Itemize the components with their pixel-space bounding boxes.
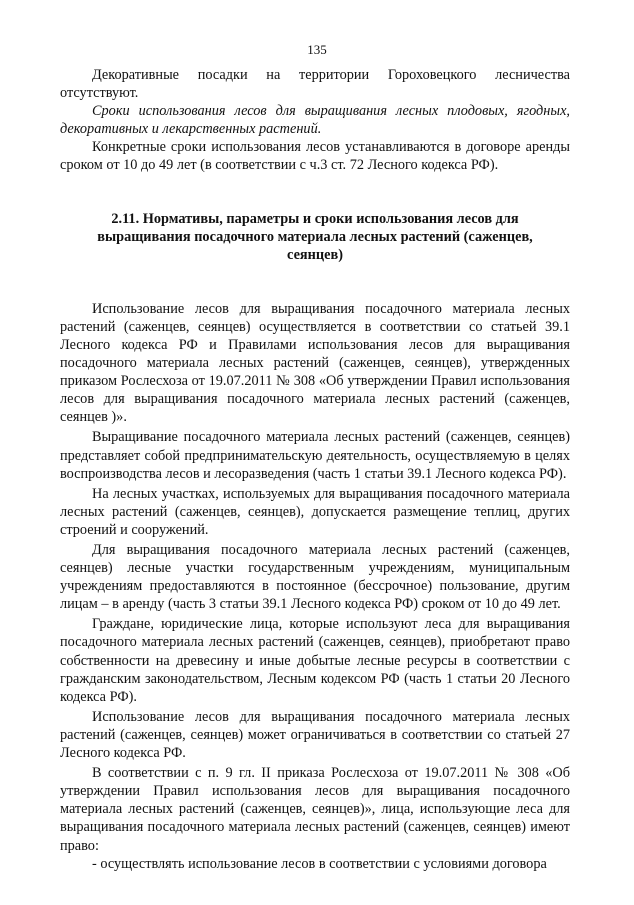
paragraph-main-1: Использование лесов для выращивания посадочного материала лесных растений (саженцев, сеянцев) осуществляется в соответствии со статьей 39.1 Лесного кодекса РФ и Правилами использования лесов для выращивания посадочного материала лесных растений (саженцев, сеянцев), утвержденных приказом Рослесхоза от 19.07.2011 № 308 «Об утверждении Правил использования лесов для выращивания посадочного материала лесных растений (саженцев, сеянцев )». (60, 300, 570, 426)
paragraph-decorative-plantings: Декоративные посадки на территории Гороховецкого лесничества отсутствуют. (60, 67, 570, 102)
paragraph-main-2: Выращивание посадочного материала лесных растений (саженцев, сеянцев) представляет собой предпринимательскую деятельность, осуществляемую в целях воспроизводства лесов и лесоразведения (часть 1 статьи 39.1 Лесного кодекса РФ). (60, 429, 570, 482)
spacer (60, 175, 570, 210)
page-number: 135 (307, 42, 327, 57)
section-heading: 2.11. Нормативы, параметры и сроки использования лесов для выращивания посадочного материала лесных растений (саженцев, сеянцев) (97, 210, 533, 264)
paragraph-main-7: В соответствии с п. 9 гл. II приказа Рослесхоза от 19.07.2011 № 308 «Об утверждении Правил использования лесов для выращивания посадочного материала лесных растений (саженцев, сеянцев)», лица, использующие леса для выращивания посадочного материала лесных растений (саженцев, сеянцев) имеют право: (60, 765, 570, 854)
page-content (60, 66, 570, 873)
paragraph-main-5: Граждане, юридические лица, которые используют леса для выращивания посадочного материала лесных растений (саженцев, сеянцев), приобретают право собственности на древесину и иные добытые лесные ресурсы в соответствии с гражданским законодательством, Лесным кодексом РФ (часть 1 статьи 20 Лесного кодекса РФ). (60, 616, 570, 705)
paragraph-lease-terms: Конкретные сроки использования лесов устанавливаются в договоре аренды сроком от 10 до 49 лет (в соответствии с ч.3 ст. 72 Лесного кодекса РФ). (60, 139, 570, 174)
bullet-item: - осуществлять использование лесов в соответствии с условиями договора (92, 855, 547, 872)
paragraph-main-6: Использование лесов для выращивания посадочного материала лесных растений (саженцев, сеянцев) может ограничиваться в соответствии со статьей 27 Лесного кодекса РФ. (60, 708, 570, 762)
paragraph-main-4: Для выращивания посадочного материала лесных растений (саженцев, сеянцев) лесные участки государственным учреждениям, муниципальным учреждениям предоставляются в постоянное (бессрочное) пользование, другим лицам – в аренду (часть 3 статьи 39.1 Лесного кодекса РФ) сроком от 10 до 49 лет. (60, 542, 570, 613)
paragraph-main-3: На лесных участках, используемых для выращивания посадочного материала лесных растений (саженцев, сеянцев), допускается размещение теплиц, других строений и сооружений. (60, 485, 570, 538)
paragraph-italic-subtitle: Сроки использования лесов для выращивания лесных плодовых, ягодных, декоративных и лекарственных растений. (60, 103, 570, 138)
